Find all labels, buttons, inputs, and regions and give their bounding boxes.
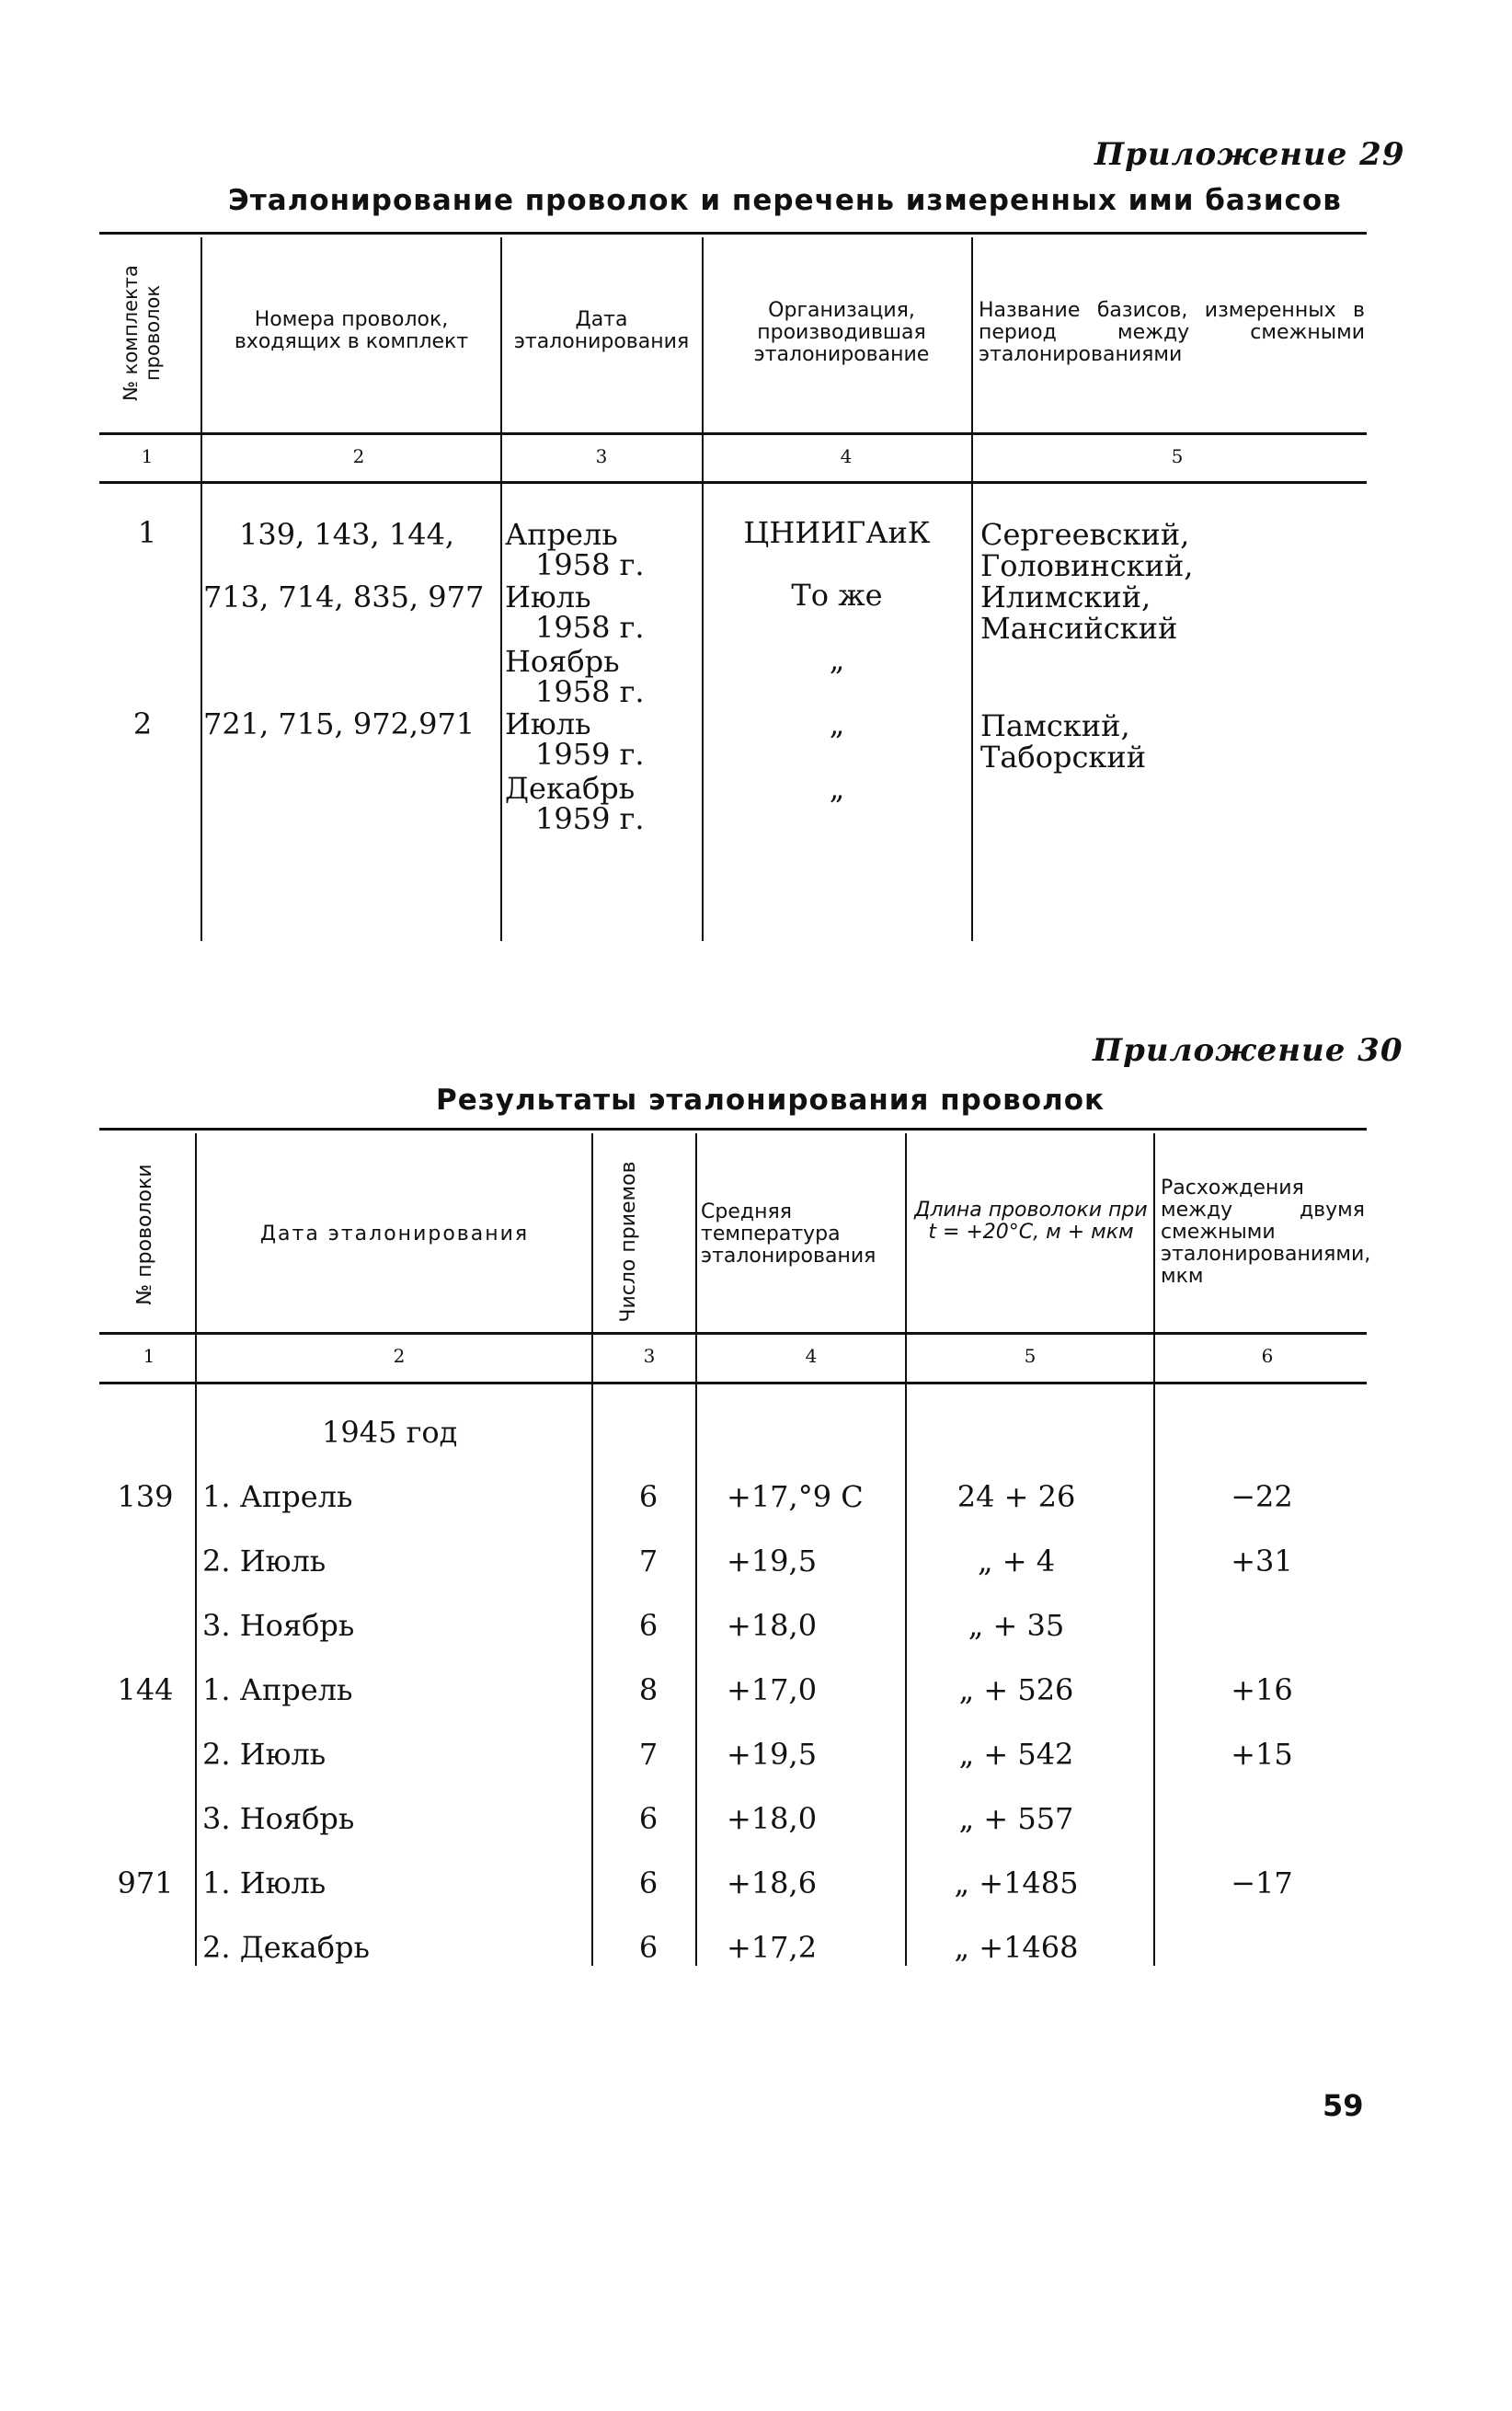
table-29-col-divider bbox=[702, 237, 704, 941]
avg-temperature: +19,5 bbox=[727, 1737, 818, 1772]
reception-count: 6 bbox=[638, 1930, 659, 1965]
wire-length: 24 + 26 bbox=[956, 1479, 1076, 1514]
discrepancy: +16 bbox=[1231, 1672, 1293, 1707]
col-number: 3 bbox=[643, 1345, 656, 1367]
header-calibration-date: Дата эталонирования bbox=[513, 308, 690, 353]
table-29-top-rule bbox=[99, 232, 1367, 235]
col-number: 1 bbox=[143, 1345, 155, 1367]
calibration-month: Июль bbox=[505, 706, 591, 741]
calibration-year: 1958 г. bbox=[535, 610, 645, 645]
table-30-col-divider bbox=[1153, 1133, 1155, 1966]
col-number: 4 bbox=[840, 445, 853, 467]
reception-count: 6 bbox=[638, 1479, 659, 1514]
table-30-header-rule bbox=[99, 1332, 1367, 1335]
discrepancy: −17 bbox=[1231, 1866, 1293, 1900]
base-name: Головинский, bbox=[980, 548, 1194, 583]
avg-temperature: +18,0 bbox=[727, 1801, 818, 1836]
table-30-col-divider bbox=[695, 1133, 697, 1966]
wire-length: „ + 542 bbox=[958, 1737, 1074, 1772]
organization-ditto: „ bbox=[829, 771, 845, 806]
appendix-29-title: Эталонирование проволок и перечень измеренных ими базисов bbox=[228, 184, 1342, 217]
wire-numbers: 139, 143, 144, bbox=[239, 517, 455, 552]
organization-ditto: „ bbox=[829, 642, 845, 677]
discrepancy: +31 bbox=[1231, 1544, 1293, 1579]
wire-length: „ +1485 bbox=[954, 1866, 1079, 1900]
col-number: 5 bbox=[1024, 1345, 1037, 1367]
header-set-number: № комплекта проволок bbox=[120, 265, 164, 401]
header-calibration-date: Дата эталонирования bbox=[259, 1223, 530, 1246]
reception-count: 8 bbox=[638, 1672, 659, 1707]
col-number: 4 bbox=[805, 1345, 818, 1367]
table-29-col-divider bbox=[971, 237, 973, 941]
calibration-month: Апрель bbox=[505, 517, 618, 552]
header-discrepancy: Расхождения между двумя смежными эталонированиями, мкм bbox=[1161, 1177, 1371, 1288]
avg-temperature: +18,6 bbox=[727, 1866, 818, 1900]
col-number: 3 bbox=[595, 445, 608, 467]
calibration-month: Декабрь bbox=[505, 771, 636, 806]
reception-count: 6 bbox=[638, 1608, 659, 1643]
calibration-year: 1959 г. bbox=[535, 737, 645, 772]
table-29-numbers-rule bbox=[99, 481, 1367, 484]
wire-numbers: 713, 714, 835, 977 bbox=[203, 580, 485, 614]
header-avg-temperature: Средняя температура эталонирования bbox=[701, 1200, 876, 1268]
organization-ditto: „ bbox=[829, 706, 845, 741]
calibration-date: 1. Июль bbox=[202, 1866, 326, 1900]
calibration-month: Ноябрь bbox=[505, 644, 620, 679]
wire-number: 144 bbox=[117, 1672, 174, 1707]
reception-count: 7 bbox=[638, 1737, 659, 1772]
table-30-top-rule bbox=[99, 1128, 1367, 1131]
page-number: 59 bbox=[1323, 2088, 1364, 2123]
header-reception-count: Число приемов bbox=[617, 1161, 640, 1323]
calibration-date: 3. Ноябрь bbox=[202, 1801, 355, 1836]
discrepancy: +15 bbox=[1231, 1737, 1293, 1772]
wire-number: 139 bbox=[117, 1479, 174, 1514]
organization: ЦНИИГАиК bbox=[743, 515, 931, 550]
col-number: 5 bbox=[1171, 445, 1184, 467]
table-30-col-divider bbox=[905, 1133, 907, 1966]
avg-temperature: +17,2 bbox=[727, 1930, 818, 1965]
avg-temperature: +17,°9 С bbox=[727, 1479, 864, 1514]
wire-length: „ + 4 bbox=[977, 1544, 1056, 1579]
reception-count: 6 bbox=[638, 1801, 659, 1836]
calibration-date: 3. Ноябрь bbox=[202, 1608, 355, 1643]
avg-temperature: +18,0 bbox=[727, 1608, 818, 1643]
header-bases: Название базисов, измеренных в период между смежными эталонированиями bbox=[979, 299, 1365, 366]
header-wire-length: Длина проволоки при t = +20°C, м + мкм bbox=[914, 1199, 1148, 1244]
calibration-date: 2. Декабрь bbox=[202, 1930, 370, 1965]
col-number: 2 bbox=[393, 1345, 406, 1367]
calibration-month: Июль bbox=[505, 580, 591, 614]
col-number: 2 bbox=[352, 445, 365, 467]
header-organization: Организация, производившая эталонирование bbox=[753, 299, 930, 366]
wire-numbers: 721, 715, 972,971 bbox=[203, 706, 475, 741]
table-30-col-divider bbox=[591, 1133, 593, 1966]
wire-length: „ +1468 bbox=[954, 1930, 1079, 1965]
organization: То же bbox=[791, 578, 883, 613]
calibration-date: 1. Апрель bbox=[202, 1672, 353, 1707]
header-wire-number: № проволоки bbox=[133, 1164, 156, 1305]
avg-temperature: +17,0 bbox=[727, 1672, 818, 1707]
table-29-header-rule bbox=[99, 432, 1367, 435]
table-30-numbers-rule bbox=[99, 1382, 1367, 1384]
set-number: 1 bbox=[137, 515, 157, 550]
base-name: Мансийский bbox=[980, 611, 1178, 646]
year-label: 1945 год bbox=[322, 1415, 458, 1450]
reception-count: 6 bbox=[638, 1866, 659, 1900]
wire-number: 971 bbox=[117, 1866, 174, 1900]
appendix-30-label: Приложение 30 bbox=[1093, 1032, 1403, 1069]
table-30-col-divider bbox=[195, 1133, 197, 1966]
table-29-col-divider bbox=[500, 237, 502, 941]
base-name: Таборский bbox=[980, 740, 1147, 775]
base-name: Памский, bbox=[980, 708, 1130, 743]
set-number: 2 bbox=[132, 706, 153, 741]
calibration-date: 2. Июль bbox=[202, 1544, 326, 1579]
calibration-date: 1. Апрель bbox=[202, 1479, 353, 1514]
calibration-year: 1959 г. bbox=[535, 801, 645, 836]
header-wire-numbers: Номера проволок, входящих в комплект bbox=[234, 308, 469, 353]
wire-length: „ + 35 bbox=[968, 1608, 1065, 1643]
base-name: Илимский, bbox=[980, 580, 1151, 614]
base-name: Сергеевский, bbox=[980, 517, 1190, 552]
calibration-year: 1958 г. bbox=[535, 674, 645, 709]
col-number: 1 bbox=[141, 445, 154, 467]
appendix-30-title: Результаты эталонирования проволок bbox=[436, 1084, 1105, 1117]
reception-count: 7 bbox=[638, 1544, 659, 1579]
wire-length: „ + 557 bbox=[958, 1801, 1074, 1836]
avg-temperature: +19,5 bbox=[727, 1544, 818, 1579]
calibration-date: 2. Июль bbox=[202, 1737, 326, 1772]
wire-length: „ + 526 bbox=[958, 1672, 1074, 1707]
calibration-year: 1958 г. bbox=[535, 547, 645, 582]
appendix-29-label: Приложение 29 bbox=[1094, 136, 1405, 173]
discrepancy: −22 bbox=[1231, 1479, 1293, 1514]
table-29-col-divider bbox=[200, 237, 202, 941]
col-number: 6 bbox=[1261, 1345, 1274, 1367]
